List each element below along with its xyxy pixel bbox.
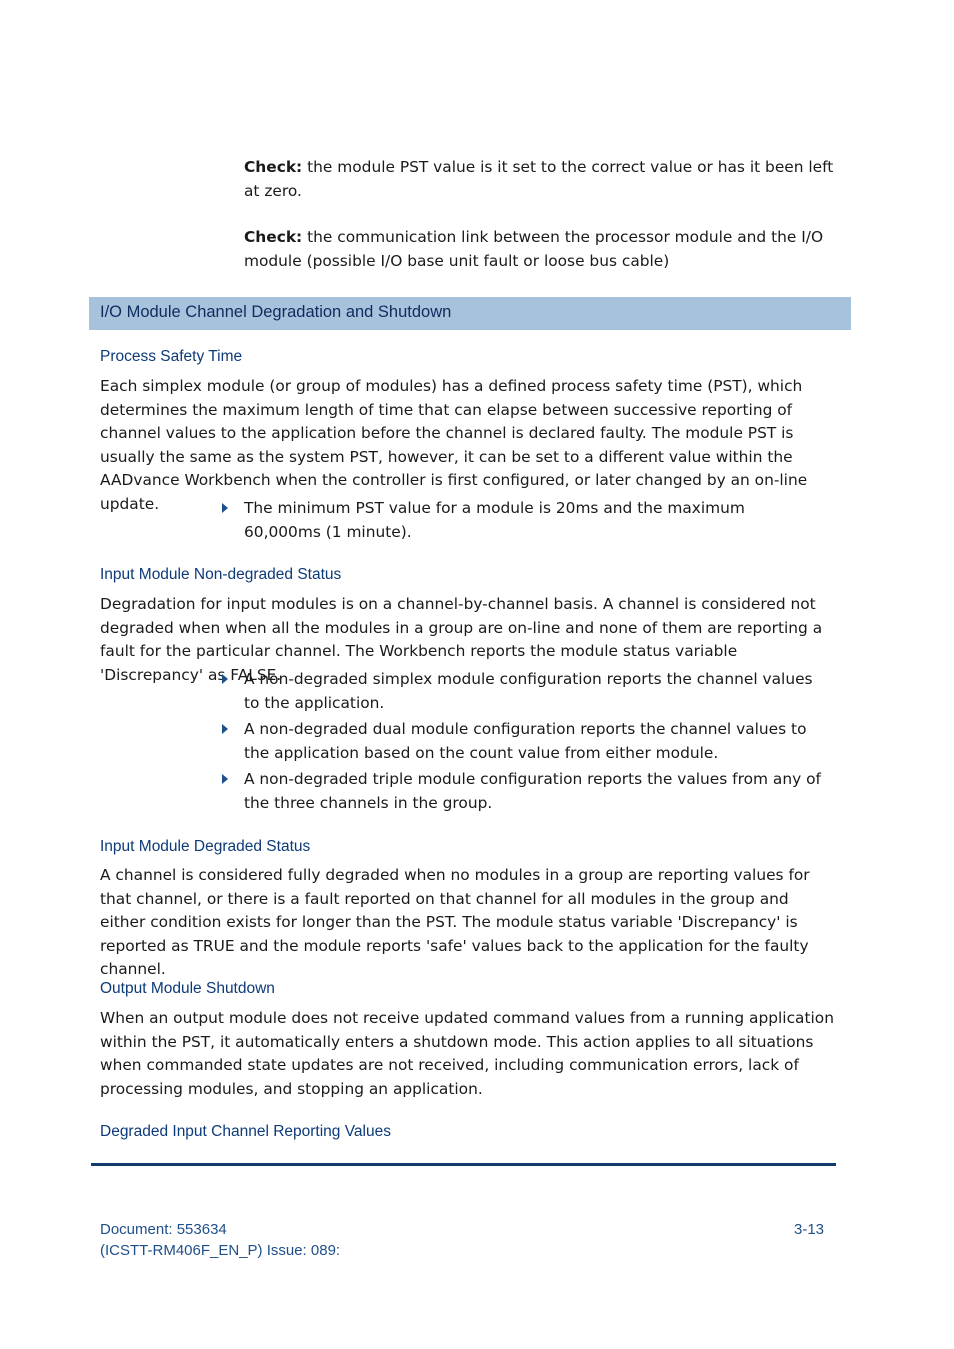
- footer-document-number: Document: 553634: [100, 1221, 227, 1238]
- heading-output-shutdown: Output Module Shutdown: [100, 980, 275, 997]
- paragraph-nondegraded: Degradation for input modules is on a channel-by-channel basis. A channel is considered not degraded when when all the modules in a group are on-line and none of them are reporting a fault for the particular channel. The Workbench reports the module status variable 'Discrepancy' as FALSE.: [100, 595, 823, 684]
- check-label: Check:: [244, 228, 303, 246]
- list-item-text: A non-degraded simplex module configuration reports the channel values to the application.: [244, 670, 813, 712]
- bullet-arrow-icon: [222, 674, 228, 684]
- list-item: [222, 768, 822, 815]
- section-title: I/O Module Channel Degradation and Shutdown: [100, 303, 452, 321]
- list-item-text: A non-degraded dual module configuration reports the channel values to the application based on the count value from either module.: [244, 720, 807, 762]
- bullet-arrow-icon: [222, 774, 228, 784]
- list-item: [222, 497, 822, 544]
- footer-divider: [91, 1163, 836, 1166]
- section-header-band: [89, 297, 851, 330]
- list-item: [222, 718, 822, 765]
- bullet-arrow-icon: [222, 503, 228, 513]
- check-note-link: [244, 226, 834, 273]
- heading-input-nondegraded: Input Module Non-degraded Status: [100, 566, 342, 583]
- heading-process-safety-time: Process Safety Time: [100, 348, 243, 365]
- bullet-arrow-icon: [222, 724, 228, 734]
- check-text: the communication link between the processor module and the I/O module (possible I/O base unit fault or loose bus cable): [244, 228, 824, 270]
- paragraph-shutdown: When an output module does not receive updated command values from a running application within the PST, it automatically enters a shutdown mode. This action applies to all situations when commanded state updates are not received, including communication errors, lack of processing modules, and stopping an application.: [100, 1009, 834, 1098]
- list-item-text: A non-degraded triple module configuration reports the values from any of the three channels in the group.: [244, 770, 821, 812]
- check-label: Check:: [244, 158, 303, 176]
- paragraph-degraded: A channel is considered fully degraded when no modules in a group are reporting values for that channel, or there is a fault reported on that channel for all modules in the group and either condition exists for longer than the PST. The module status variable 'Discrepancy' is reported as TRUE and the module reports 'safe' values back to the application for the faulty channel.: [100, 866, 810, 979]
- list-item-text: The minimum PST value for a module is 20ms and the maximum 60,000ms (1 minute).: [244, 499, 745, 541]
- footer-issue: (ICSTT-RM406F_EN_P) Issue: 089:: [100, 1242, 341, 1259]
- check-note-pst: [244, 156, 834, 203]
- list-item: [222, 668, 822, 715]
- heading-input-degraded: Input Module Degraded Status: [100, 838, 311, 855]
- check-text: the module PST value is it set to the correct value or has it been left at zero.: [244, 158, 834, 200]
- heading-reporting-values: Degraded Input Channel Reporting Values: [100, 1123, 391, 1140]
- paragraph-pst: Each simplex module (or group of modules) has a defined process safety time (PST), which determines the maximum length of time that can elapse between successive reporting of channel values to the application before the channel is declared faulty. The module PST is usually the same as the system PST, however, it can be set to a different value within the AADvance Workbench when the controller is first configured, or later changed by an on-line update.: [100, 377, 808, 513]
- page-number: 3-13: [794, 1221, 825, 1238]
